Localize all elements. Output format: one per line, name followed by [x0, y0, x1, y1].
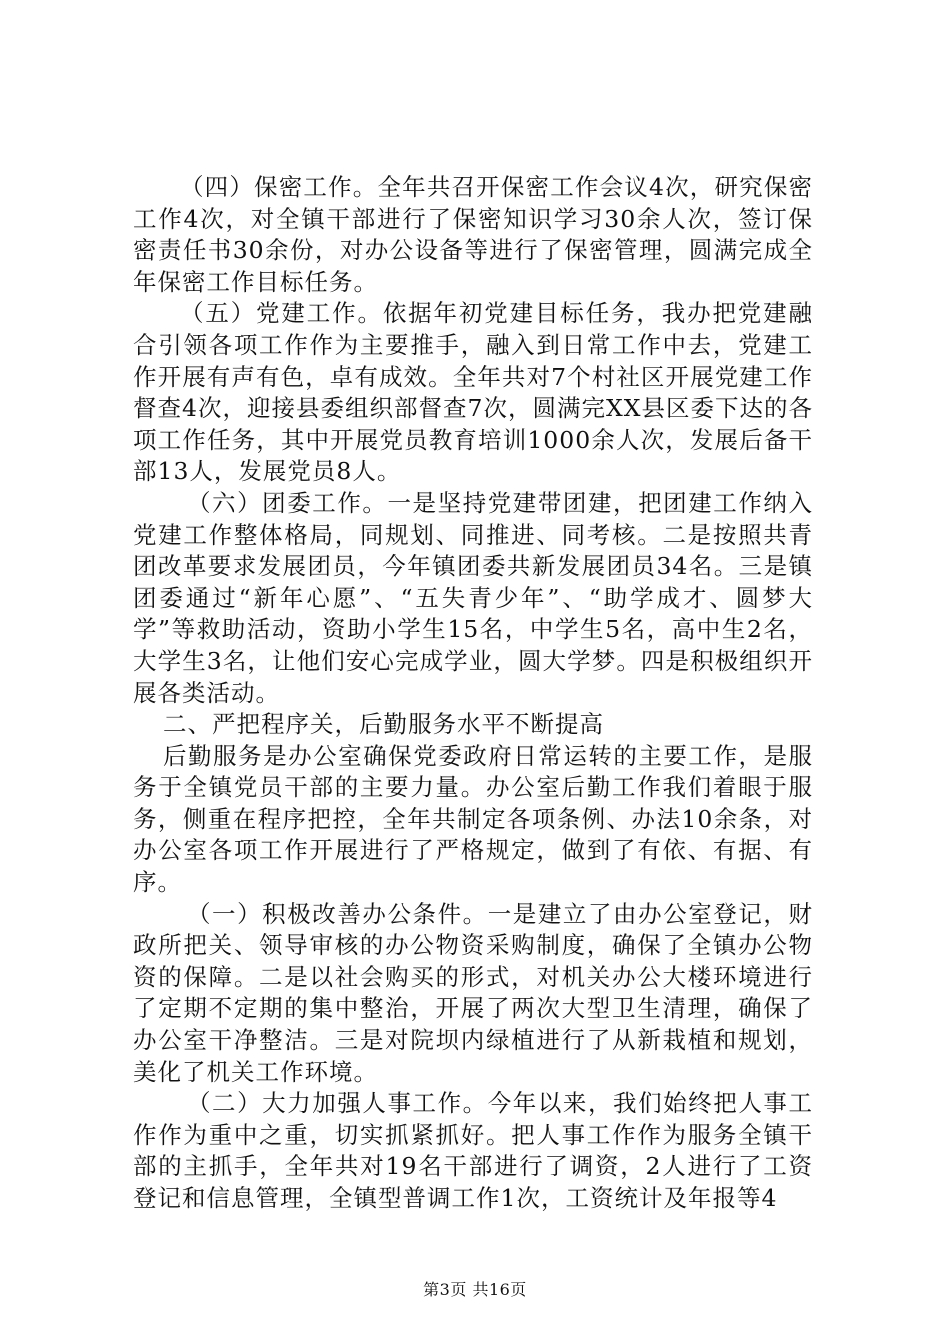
section-heading-logistics: 二、严把程序关，后勤服务水平不断提高 — [163, 710, 604, 739]
paragraph-office-conditions: （一）积极改善办公条件。一是建立了由办公室登记，财政所把关、领导审核的办公物资采购制度，确保了全镇办公物资的保障。二是以社会购买的形式，对机关办公大楼环境进行了定期不定期的集中整治，开展了两次大型卫生清理，确保了办公室干净整洁。三是对院坝内绿植进行了从新栽植和规划，美化了机关工作环境。 — [133, 899, 813, 1086]
document-body — [133, 172, 813, 1215]
paragraph-personnel-work: （二）大力加强人事工作。今年以来，我们始终把人事工作作为重中之重，切实抓紧抓好。把人事工作作为服务全镇干部的主抓手，全年共对19名干部进行了调资，2人进行了工资登记和信息管理，全镇型普调工作1次，工资统计及年报等4 — [133, 1089, 813, 1212]
paragraph-youth-league-work: （六）团委工作。一是坚持党建带团建，把团建工作纳入党建工作整体格局，同规划、同推进、同考核。二是按照共青团改革要求发展团员，今年镇团委共新发展团员34名。三是镇团委通过“新年心愿”、“五失青少年”、“助学成才、圆梦大学”等救助活动，资助小学生15名，中学生5名，高中生2名，大学生3名，让他们安心完成学业，圆大学梦。四是积极组织开展各类活动。 — [133, 488, 813, 707]
page-number-footer: 第3页 共16页 — [423, 1280, 527, 1299]
paragraph-party-building-work: （五）党建工作。依据年初党建目标任务，我办把党建融合引领各项工作作为主要推手，融入到日常工作中去，党建工作开展有声有色，卓有成效。全年共对7个村社区开展党建工作督查4次，迎接县委组织部督查7次，圆满完XX县区委下达的各项工作任务，其中开展党员教育培训1000余人次，发展后备干部13人，发展党员8人。 — [133, 299, 813, 486]
paragraph-confidentiality-work: （四）保密工作。全年共召开保密工作会议4次，研究保密工作4次，对全镇干部进行了保密知识学习30余人次，签订保密责任书30余份，对办公设备等进行了保密管理，圆满完成全年保密工作目标任务。 — [133, 173, 813, 296]
paragraph-logistics-intro: 后勤服务是办公室确保党委政府日常运转的主要工作，是服务于全镇党员干部的主要力量。办公室后勤工作我们着眼于服务，侧重在程序把控，全年共制定各项条例、办法10余条，对办公室各项工作开展进行了严格规定，做到了有依、有据、有序。 — [133, 741, 813, 897]
